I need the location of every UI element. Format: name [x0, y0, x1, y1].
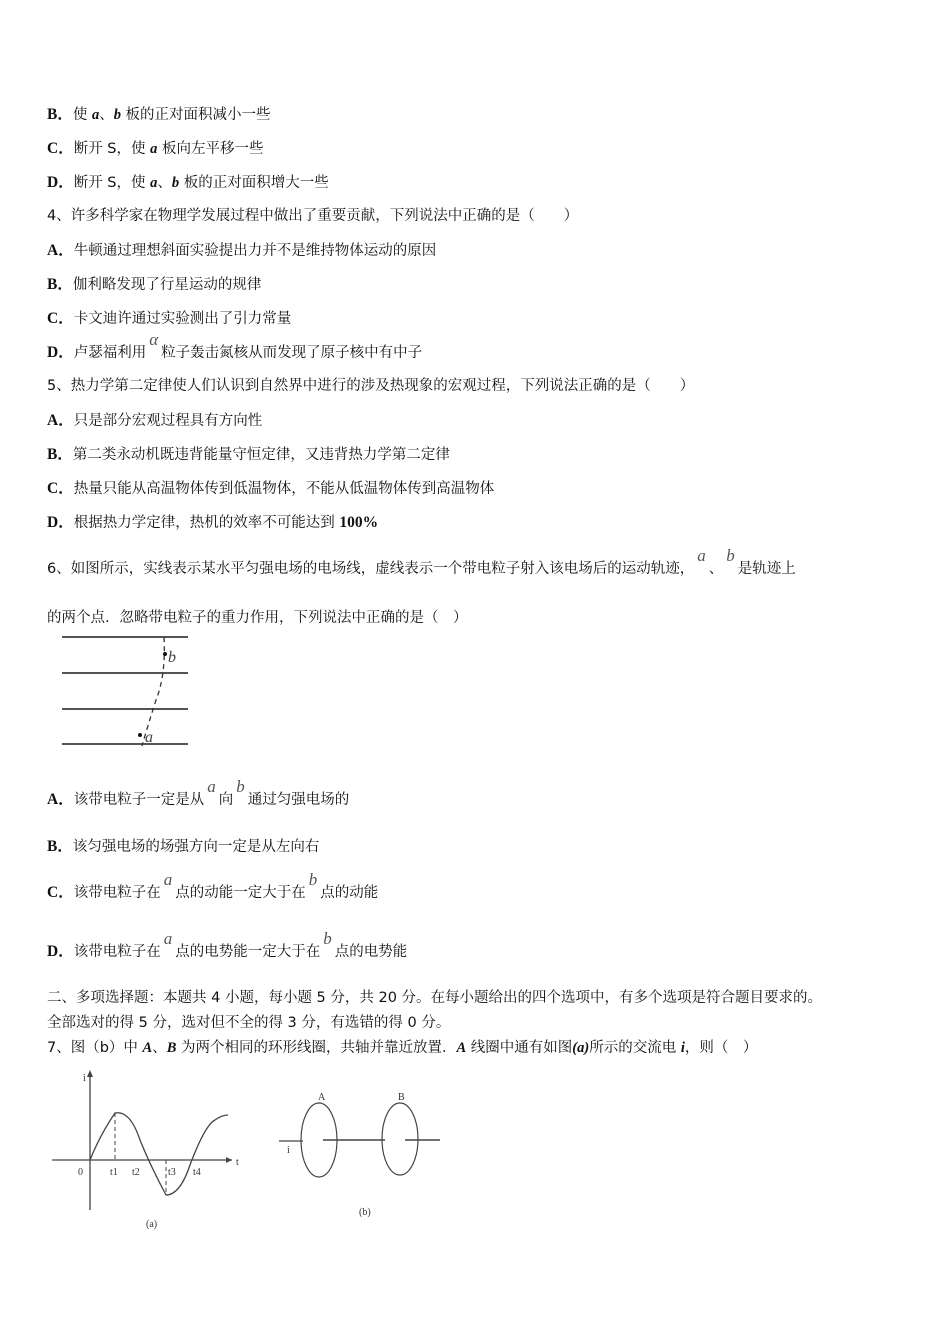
text-segment: 全部选对的得 5 分，选对但不全的得 3 分，有选错的得 0 分。: [47, 1015, 451, 1031]
option-letter: B．: [47, 106, 73, 123]
option-letter: C．: [47, 884, 74, 901]
text-line: [47, 204, 578, 225]
coil-a-label: A: [318, 1092, 326, 1103]
text-segment: 点的动能一定大于在: [175, 885, 306, 901]
text-segment: 的两个点．忽略带电粒子的重力作用，下列说法中正确的是（ ）: [47, 610, 468, 626]
text-segment: 该带电粒子在: [73, 885, 161, 901]
text-segment: 伽利略发现了行星运动的规律: [72, 277, 262, 293]
point-a-label: a: [145, 729, 153, 746]
text-line: [47, 272, 261, 294]
math-symbol: a: [163, 870, 173, 889]
option-letter: D．: [47, 943, 74, 960]
field-line-figure: [60, 630, 190, 750]
math-symbol: α: [149, 330, 159, 349]
x-axis-label: t: [236, 1157, 239, 1168]
option-letter: D．: [47, 174, 74, 191]
math-symbol: a: [697, 546, 706, 565]
point-b-label: b: [168, 649, 176, 666]
text-segment: 该带电粒子在: [73, 944, 161, 960]
text-line: [47, 136, 264, 158]
option-letter: A．: [47, 791, 74, 808]
text-line: [47, 330, 423, 362]
text-segment: 、: [708, 561, 724, 577]
option-letter: A．: [47, 242, 74, 259]
text-segment: 该匀强电场的场强方向一定是从左向右: [72, 839, 320, 855]
current-graph-a: [50, 1065, 250, 1235]
math-symbol: b: [236, 777, 245, 796]
text-segment: 是轨迹上: [737, 561, 796, 577]
text-segment: 4、许多科学家在物理学发展过程中做出了重要贡献，下列说法中正确的是（ ）: [47, 208, 579, 224]
text-segment: 该带电粒子一定是从: [73, 792, 205, 808]
math-symbol: a: [91, 107, 100, 123]
math-symbol: a: [150, 175, 158, 191]
option-letter: 100%: [339, 514, 379, 531]
text-segment: 牛顿通过理想斜面实验提出力并不是维持物体运动的原因: [73, 243, 437, 259]
math-symbol: B: [166, 1040, 177, 1056]
option-letter: B．: [47, 446, 73, 463]
text-segment: 卢瑟福利用: [73, 345, 147, 361]
text-segment: 、: [157, 175, 172, 191]
text-line: [47, 408, 262, 430]
text-line: [47, 374, 694, 395]
option-letter: C．: [47, 480, 74, 497]
math-symbol: b: [726, 546, 735, 565]
math-symbol: A: [142, 1040, 153, 1056]
text-segment: 所示的交流电: [589, 1040, 681, 1056]
caption-a: (a): [146, 1219, 158, 1230]
math-symbol: a: [163, 929, 173, 948]
math-symbol: b: [113, 107, 121, 123]
text-segment: 通过匀强电场的: [247, 792, 350, 808]
text-segment: 线圈中通有如图: [466, 1040, 573, 1056]
text-segment: 板向左平移一些: [157, 141, 264, 157]
coil-b-label: B: [398, 1092, 405, 1103]
text-line: [47, 476, 494, 498]
option-letter: B．: [47, 276, 73, 293]
math-symbol: b: [171, 175, 180, 191]
text-segment: 5、热力学第二定律使人们认识到自然界中进行的涉及热现象的宏观过程，下列说法正确的是（ ）: [47, 378, 695, 394]
math-symbol: a: [150, 141, 158, 157]
text-segment: 只是部分宏观过程具有方向性: [73, 413, 263, 429]
text-segment: 板的正对面积减小一些: [120, 107, 271, 123]
option-letter: C．: [47, 140, 74, 157]
text-segment: ，则（ ）: [684, 1040, 758, 1056]
math-symbol: b: [323, 929, 332, 948]
text-segment: 断开 S，使: [73, 141, 151, 157]
tick-t2: t2: [132, 1167, 140, 1178]
text-segment: 二、多项选择题：本题共 4 小题，每小题 5 分，共 20 分。在每小题给出的四个选项中，有多个选项是符合题目要求的。: [47, 990, 823, 1006]
text-line: [47, 606, 468, 627]
text-line: [47, 1036, 757, 1057]
math-symbol: (a): [572, 1040, 590, 1056]
math-symbol: A: [456, 1040, 467, 1056]
option-letter: C．: [47, 310, 74, 327]
coil-figure-b: [275, 1090, 450, 1225]
tick-t3: t3: [168, 1167, 176, 1178]
text-line: [47, 170, 329, 192]
text-line: [47, 1011, 450, 1032]
math-symbol: b: [308, 870, 318, 889]
text-segment: 热量只能从高温物体传到低温物体，不能从低温物体传到高温物体: [73, 481, 495, 497]
caption-b: (b): [359, 1207, 371, 1218]
text-segment: 使: [72, 107, 92, 123]
text-line: [47, 929, 408, 961]
current-label: i: [287, 1145, 290, 1156]
text-segment: 、: [152, 1040, 167, 1056]
option-letter: B．: [47, 838, 73, 855]
text-line: [47, 510, 378, 532]
text-segment: 点的电势能一定大于在: [175, 944, 321, 960]
text-segment: 点的电势能: [334, 944, 408, 960]
text-line: [47, 546, 796, 578]
tick-t4: t4: [193, 1167, 201, 1178]
text-segment: 为两个相同的环形线圈，共轴并靠近放置．: [176, 1040, 457, 1056]
math-symbol: a: [207, 777, 216, 796]
text-line: [47, 442, 450, 464]
text-segment: 卡文迪许通过实验测出了引力常量: [73, 311, 292, 327]
y-axis-label: i: [83, 1073, 86, 1084]
text-segment: 板的正对面积增大一些: [179, 175, 329, 191]
option-letter: D．: [47, 514, 74, 531]
text-segment: 第二类永动机既违背能量守恒定律，又违背热力学第二定律: [72, 447, 450, 463]
text-segment: 根据热力学定律，热机的效率不可能达到: [73, 515, 340, 531]
text-line: [47, 238, 436, 260]
tick-t1: t1: [110, 1167, 118, 1178]
text-line: [47, 102, 271, 124]
text-segment: 点的动能: [320, 885, 379, 901]
text-segment: 向: [218, 792, 234, 808]
text-segment: 7、图（b）中: [47, 1040, 143, 1056]
option-letter: D．: [47, 344, 74, 361]
option-letter: A．: [47, 412, 74, 429]
origin-label: 0: [78, 1167, 83, 1178]
text-line: [47, 870, 379, 902]
text-line: [47, 777, 350, 809]
text-segment: 粒子轰击氮核从而发现了原子核中有中子: [161, 345, 423, 361]
text-line: [47, 306, 291, 328]
math-symbol: i: [680, 1040, 685, 1056]
text-line: [47, 986, 822, 1007]
text-line: [47, 834, 319, 856]
text-segment: 、: [99, 107, 114, 123]
text-segment: 断开 S，使: [73, 175, 151, 191]
text-segment: 6、如图所示，实线表示某水平匀强电场的电场线，虚线表示一个带电粒子射入该电场后的运动轨迹，: [47, 561, 695, 577]
